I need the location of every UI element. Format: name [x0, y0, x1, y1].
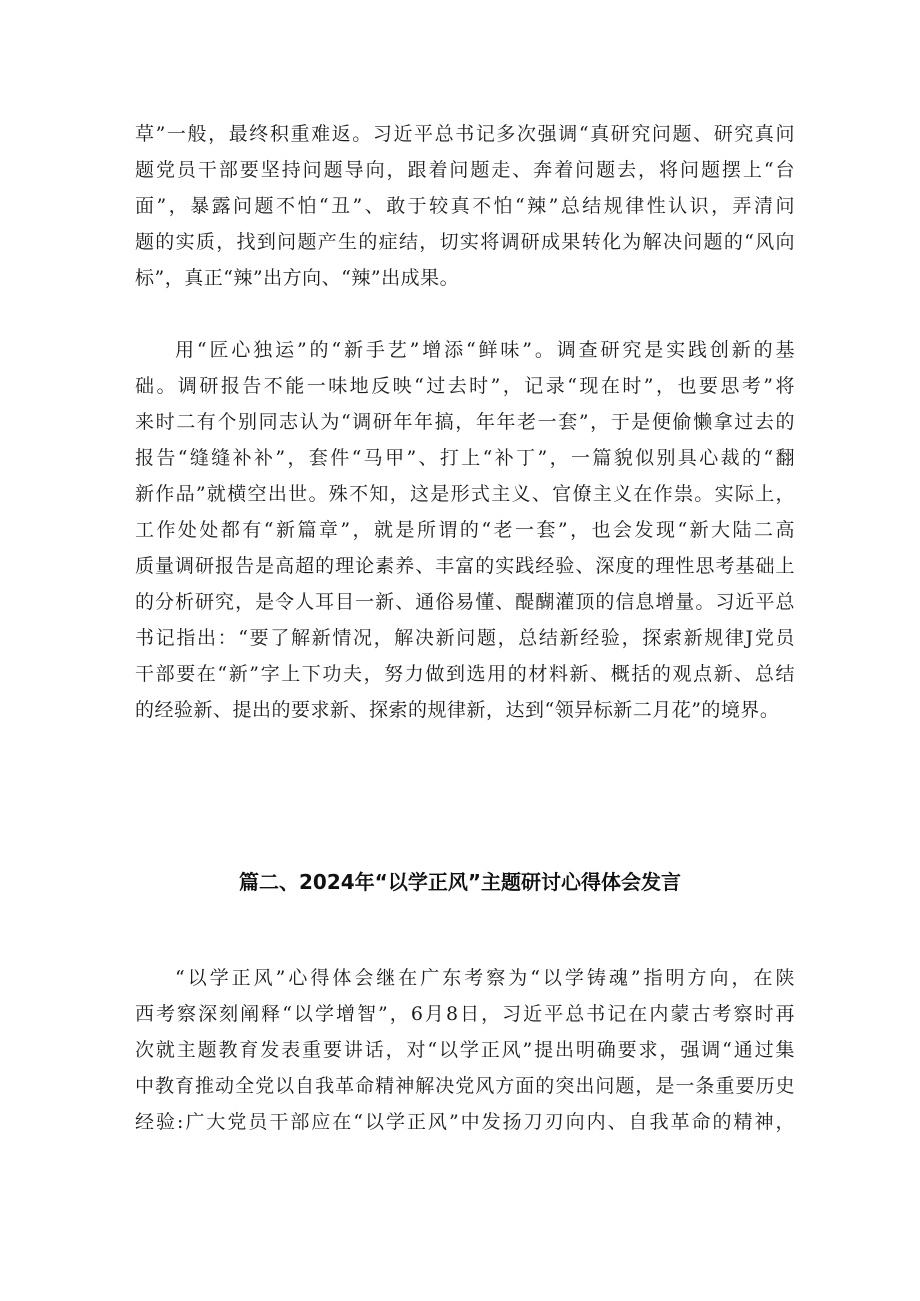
paragraph-line: 次就主题教育发表重要讲话，对“以学正风”提出明确要求，强调“通过集: [135, 1039, 795, 1061]
paragraph-line: 题党员干部要坚持问题导向，跟着问题走、奔着问题去，将问题摆上“台: [135, 159, 795, 181]
paragraph-line: 面”，暴露问题不怕“丑”、敢于较真不怕“辣”总结规律性认识，弄清问: [135, 195, 795, 217]
paragraph-line: 工作处处都有“新篇章”，就是所谓的“老一套”，也会发现“新大陆二高: [135, 519, 795, 541]
paragraph-line: 中教育推动全党以自我革命精神解决党风方面的突出问题，是一条重要历史: [135, 1075, 795, 1097]
paragraph-line: 题的实质，找到问题产生的症结，切实将调研成果转化为解决问题的“风向: [135, 231, 795, 253]
paragraph-line: 的分析研究，是令人耳目一新、通俗易懂、醍醐灌顶的信息增量。习近平总: [135, 591, 795, 613]
paragraph-line: 书记指出：“要了解新情况，解决新问题，总结新经验，探索新规律J党员: [135, 627, 795, 649]
paragraph-line: 西考察深刻阐释“以学增智”，6月8日，习近平总书记在内蒙古考察时再: [135, 1003, 795, 1025]
paragraph-line: 新作品”就横空出世。殊不知，这是形式主义、官僚主义在作祟。实际上，: [135, 483, 795, 505]
paragraph-line: 报告“缝缝补补”，套件“马甲”、打上“补丁”，一篇貌似别具心裁的“翻: [135, 447, 795, 469]
paragraph-line: “以学正风”心得体会继在广东考察为“以学铸魂”指明方向，在陕: [175, 967, 795, 989]
paragraph-line: 干部要在“新”字上下功夫，努力做到选用的材料新、概括的观点新、总结: [135, 663, 795, 685]
paragraph-line: 来时二有个别同志认为“调研年年搞，年年老一套”，于是便偷懒拿过去的: [135, 411, 795, 433]
section-heading: 篇二、2024年“以学正风”主题研讨心得体会发言: [239, 870, 681, 894]
paragraph-line: 标”，真正“辣”出方向、“辣”出成果。: [135, 267, 460, 289]
paragraph-line: 经验:广大党员干部应在“以学正风”中发扬刀刃向内、自我革命的精神，: [135, 1111, 795, 1133]
paragraph-line: 草”一般，最终积重难返。习近平总书记多次强调“真研究问题、研究真问: [135, 123, 795, 145]
paragraph-line: 质量调研报告是高超的理论素养、丰富的实践经验、深度的理性思考基础上: [135, 555, 795, 577]
paragraph-line: 础。调研报告不能一味地反映“过去时”，记录“现在时”，也要思考”将: [135, 375, 795, 397]
paragraph-line: 用“匠心独运”的“新手艺”增添“鲜味”。调查研究是实践创新的基: [175, 339, 795, 361]
paragraph-line: 的经验新、提出的要求新、探索的规律新，达到“领异标新二月花”的境界。: [135, 699, 780, 721]
